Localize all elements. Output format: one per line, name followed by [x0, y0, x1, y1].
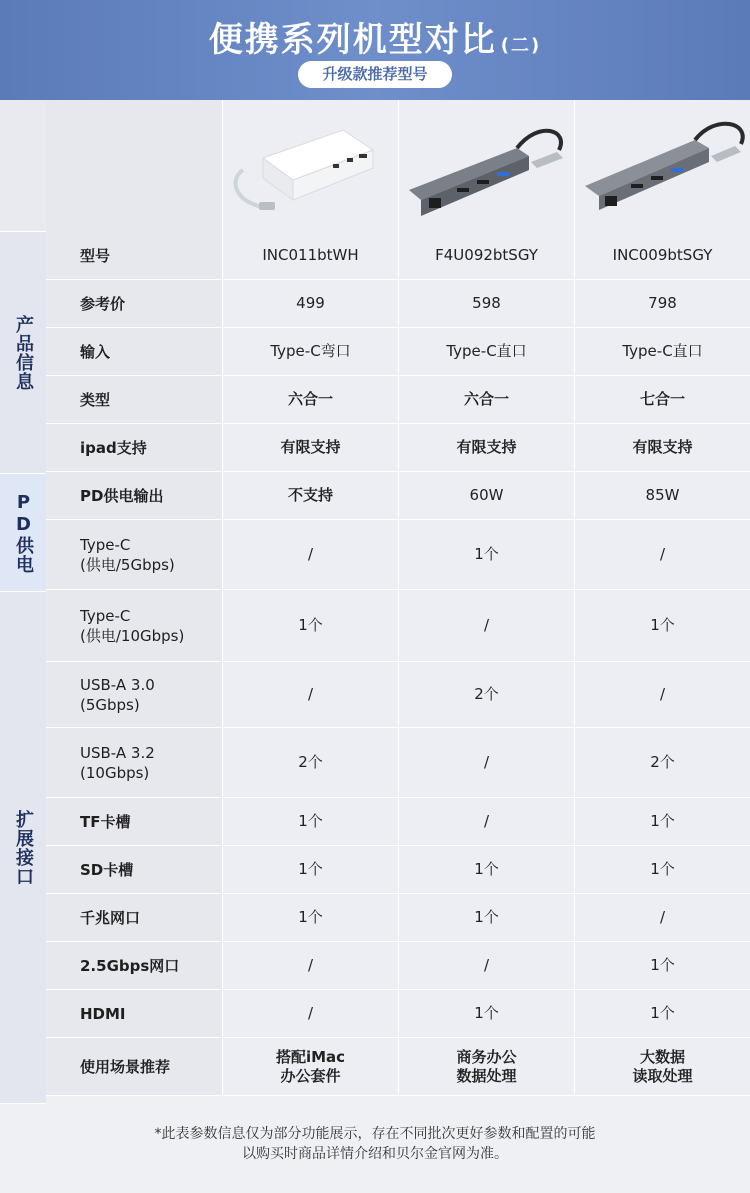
row-label: 使用场景推荐	[46, 1038, 222, 1095]
subtitle-badge: 升级款推荐型号	[298, 61, 452, 88]
image-row-label	[46, 100, 222, 232]
row-value-1: Type-C弯口	[222, 328, 398, 375]
table-row	[46, 424, 750, 472]
row-value-1: 1个	[222, 894, 398, 941]
table-row	[46, 376, 750, 424]
row-label: Type-C (供电/10Gbps)	[46, 590, 222, 661]
gray-hub-icon	[399, 100, 575, 232]
row-value-3: 1个	[574, 990, 750, 1037]
row-label: HDMI	[46, 990, 222, 1037]
table-row	[46, 728, 750, 798]
page-title	[0, 12, 750, 61]
row-value-1: 1个	[222, 590, 398, 661]
row-value-3: /	[574, 894, 750, 941]
row-value-1: 搭配iMac 办公套件	[222, 1038, 398, 1095]
row-value-1: 1个	[222, 798, 398, 845]
table-row	[46, 798, 750, 846]
row-value-1: 六合一	[222, 376, 398, 423]
footer-note	[0, 1124, 750, 1164]
row-value-3: Type-C直口	[574, 328, 750, 375]
row-value-2: 2个	[398, 662, 574, 727]
white-hub-icon	[223, 100, 399, 232]
category-product-info: 产品信息	[0, 232, 46, 474]
row-value-1: 有限支持	[222, 424, 398, 471]
row-label: ipad支持	[46, 424, 222, 471]
row-value-3: 1个	[574, 590, 750, 661]
title-text: 便携系列机型对比	[208, 20, 497, 60]
row-value-3: 1个	[574, 942, 750, 989]
table-row	[46, 590, 750, 662]
row-label: 输入	[46, 328, 222, 375]
footer-line-1: *此表参数信息仅为部分功能展示，存在不同批次更好参数和配置的可能	[154, 1126, 596, 1142]
page-header	[0, 0, 750, 100]
row-label: 类型	[46, 376, 222, 423]
row-value-3: 2个	[574, 728, 750, 797]
row-value-2: F4U092btSGY	[398, 232, 574, 279]
row-value-3: 798	[574, 280, 750, 327]
title-suffix: (二)	[500, 35, 542, 56]
row-label: Type-C (供电/5Gbps)	[46, 520, 222, 589]
table-row	[46, 662, 750, 728]
row-label: USB-A 3.2 (10Gbps)	[46, 728, 222, 797]
row-value-3: /	[574, 520, 750, 589]
row-value-2: 60W	[398, 472, 574, 519]
row-value-3: 有限支持	[574, 424, 750, 471]
row-value-2: /	[398, 728, 574, 797]
row-value-3: /	[574, 662, 750, 727]
row-value-3: INC009btSGY	[574, 232, 750, 279]
row-value-2: 1个	[398, 990, 574, 1037]
table-row	[46, 520, 750, 590]
row-value-1: /	[222, 520, 398, 589]
row-value-2: /	[398, 942, 574, 989]
product-image-row	[46, 100, 750, 232]
row-label: 型号	[46, 232, 222, 279]
row-label: 参考价	[46, 280, 222, 327]
row-value-3: 1个	[574, 798, 750, 845]
table-row	[46, 280, 750, 328]
table-row	[46, 472, 750, 520]
footer-line-2: 以购买时商品详情介绍和贝尔金官网为准。	[242, 1146, 508, 1162]
row-value-2: 商务办公 数据处理	[398, 1038, 574, 1095]
row-value-2: 598	[398, 280, 574, 327]
gray-hub-icon	[575, 100, 750, 232]
row-label: 2.5Gbps网口	[46, 942, 222, 989]
category-pd: PD供电	[0, 474, 46, 592]
row-value-3: 大数据 读取处理	[574, 1038, 750, 1095]
row-value-2: /	[398, 590, 574, 661]
row-value-2: 1个	[398, 894, 574, 941]
row-value-1: 不支持	[222, 472, 398, 519]
image-row-corner	[0, 100, 46, 232]
row-value-3: 85W	[574, 472, 750, 519]
table-row	[46, 846, 750, 894]
table-row	[46, 894, 750, 942]
row-value-3: 七合一	[574, 376, 750, 423]
row-value-1: INC011btWH	[222, 232, 398, 279]
row-value-2: 有限支持	[398, 424, 574, 471]
product-image-3	[574, 100, 750, 232]
table-row	[46, 942, 750, 990]
row-value-1: /	[222, 990, 398, 1037]
row-value-2: Type-C直口	[398, 328, 574, 375]
row-value-2: 1个	[398, 846, 574, 893]
row-value-1: 499	[222, 280, 398, 327]
table-row	[46, 232, 750, 280]
row-value-1: /	[222, 942, 398, 989]
row-value-2: 1个	[398, 520, 574, 589]
row-value-1: 1个	[222, 846, 398, 893]
row-label: TF卡槽	[46, 798, 222, 845]
row-value-1: /	[222, 662, 398, 727]
row-value-2: 六合一	[398, 376, 574, 423]
row-value-2: /	[398, 798, 574, 845]
row-value-1: 2个	[222, 728, 398, 797]
row-value-3: 1个	[574, 846, 750, 893]
table-row	[46, 990, 750, 1038]
row-label: PD供电输出	[46, 472, 222, 519]
product-image-1	[222, 100, 398, 232]
row-label: SD卡槽	[46, 846, 222, 893]
row-label: 千兆网口	[46, 894, 222, 941]
category-ports: 扩展接口	[0, 592, 46, 1104]
product-image-2	[398, 100, 574, 232]
table-row	[46, 1038, 750, 1096]
row-label: USB-A 3.0 (5Gbps)	[46, 662, 222, 727]
table-row	[46, 328, 750, 376]
